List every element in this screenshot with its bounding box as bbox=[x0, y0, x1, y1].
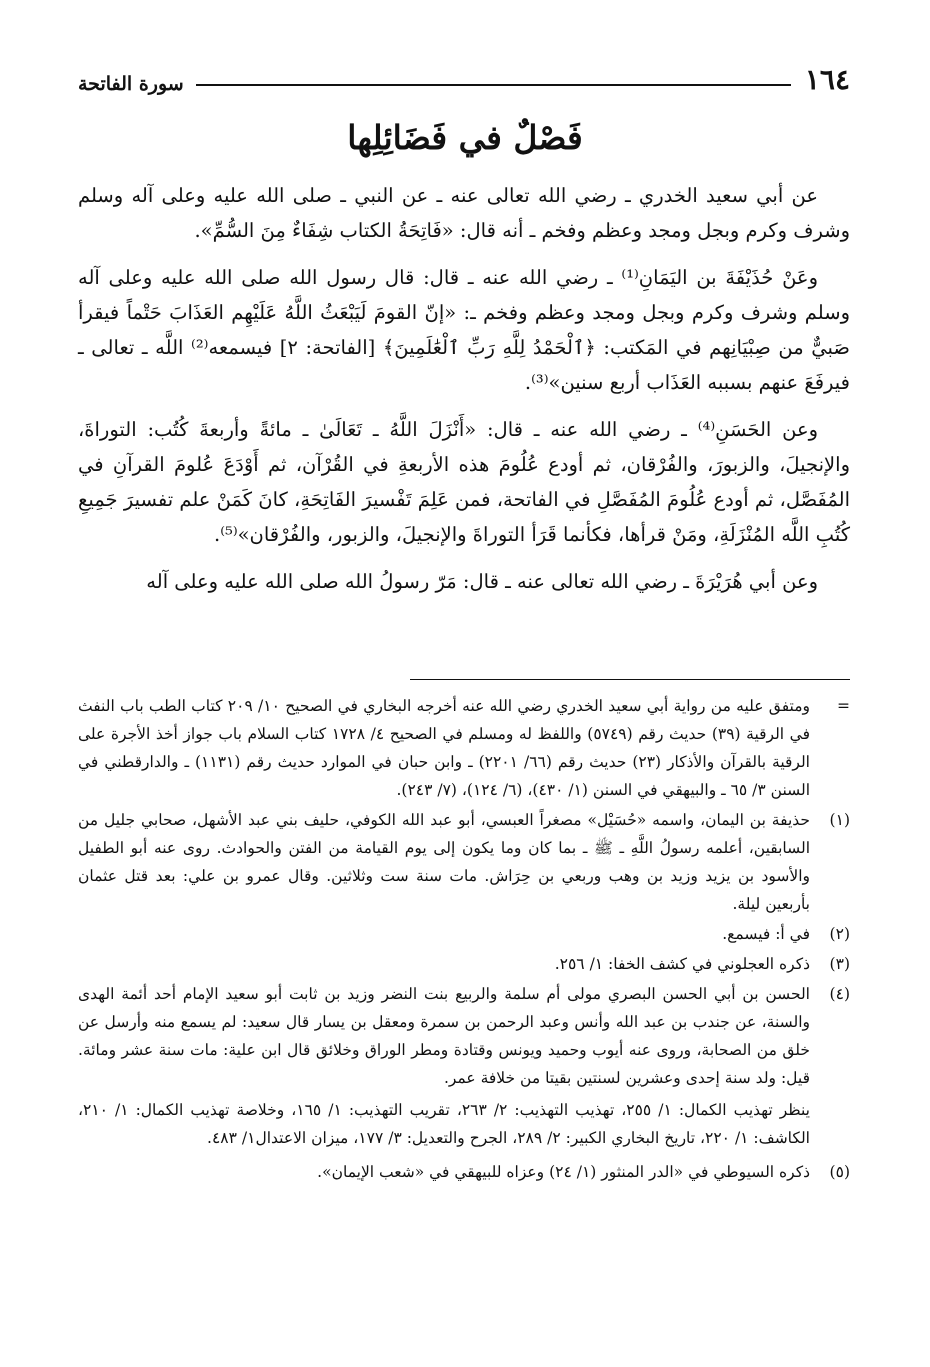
paragraph: عن أبي سعيد الخدري ـ رضي الله تعالى عنه ـ عن النبي ـ صلى الله عليه وعلى آله وسلم وشرف وكرم وبجل ومجد وعظم وفخم ـ أنه قال: «فَاتِحَةُ الكتاب شِفَاءٌ مِنَ السُّمِّ». bbox=[78, 184, 850, 242]
paragraph: وعن الحَسَنِ⁽⁴⁾ ـ رضي الله عنه ـ قال: «أَنْزَلَ اللَّهُ ـ تَعَالَىٰ ـ مائةً وأربعةَ كُتُب: التوراةَ، والإنجيلَ، والزبورَ، والفُرْقان، ثم أودع عُلُومَ هذه الأربعةِ في القُرْآن، ثم أَوْدَعَ عُلومَ القرآنِ في المُفَصَّل، ثم أودع عُلُومَ المُفَصَّلِ في الفاتحة، فمن عَلِمَ تَفْسيرَ الفَاتِحَةِ، كانَ كَمَنْ علم تفسيرَ جَمِيعِ كُتُبِ اللَّه المُنْزَلَةِ، ومَنْ قرأها، فكأنما قَرَأ التوراةَ والإنجيلَ، والزبور، والفُرْقان»⁽⁵⁾. bbox=[78, 418, 850, 546]
footnote-text: ذكره العجلوني في كشف الخفا: ١/ ٢٥٦. bbox=[554, 955, 810, 973]
footnote bbox=[78, 692, 850, 804]
footnote-number: (٥) bbox=[829, 1163, 850, 1181]
footnote bbox=[78, 950, 850, 978]
footnote-text: ومتفق عليه من رواية أبي سعيد الخدري رضي الله عنه أخرجه البخاري في الصحيح ١٠/ ٢٠٩ كتاب الطب باب النفث في الرقية (٣٩) حديث رقم (٥٧٤٩) واللفظ له ومسلم في الصحيح ٤/ ١٧٢٨ كتاب السلام باب جواز أخذ الأجرة على الرقية بالقرآن والأذكار (٢٣) حديث رقم (٦٦/ ٢٢٠١) ـ وابن حبان في الموارد حديث رقم (١١٣١) ـ والدارقطني في السنن ٣/ ٦٥ ـ والبيهقي في السنن (١/ ٤٣٠)، (٦/ ١٢٤)، (٧/ ٢٤٣). bbox=[78, 697, 811, 799]
footnote-number: (٣) bbox=[829, 955, 850, 973]
footnote-references: ينظر تهذيب الكمال: ١/ ٢٥٥، تهذيب التهذيب: ٢/ ٢٦٣، تقريب التهذيب: ١/ ١٦٥، وخلاصة تهذيب الكمال: ١/ ٢١٠، الكاشف: ١/ ٢٢٠، تاريخ البخاري الكبير: ٢/ ٢٨٩، الجرح والتعديل: ٣/ ١٧٧، ميزان الاعتدال١/ ٤٨٣. bbox=[78, 1101, 810, 1147]
paragraph: وعَنْ حُذَيْفَةَ بن اليَمَانِ⁽¹⁾ ـ رضي الله عنه ـ قال: قال رسول الله صلى الله عليه وعلى آله وسلم وشرف وكرم وبجل ومجد وعظم وفخم ـ: «إنّ القومَ لَيَبْعَثُ اللَّهُ عَلَيْهِم العَذَابَ حَتْماً فيقرأ صَبيٌّ من صِبْيَانِهم في المَكتب: ﴿ٱلْحَمْدُ لِلَّهِ رَبِّ ٱلْعَٰلَمِينَ﴾ [الفاتحة: ٢] فيسمعه⁽²⁾ اللَّه ـ تعالى ـ فيرفَعَ عنهم بسببه العَذَاب أربع سنين»⁽³⁾. bbox=[78, 266, 850, 394]
paragraph: وعن أبي هُرَيْرَةَ ـ رضي الله تعالى عنه ـ قال: مَرّ رسولُ الله صلى الله عليه وعلى آله bbox=[146, 570, 818, 593]
footnote-text: ذكره السيوطي في «الدر المنثور (١/ ٢٤) وعزاه للبيهقي في «شعب الإيمان». bbox=[317, 1163, 810, 1181]
footnotes bbox=[78, 692, 850, 1188]
footnote-number: (٢) bbox=[829, 925, 850, 943]
footnote-text: حذيفة بن اليمان، واسمه «حُسَيْل» مصغراً العبسي، أبو عبد الله الكوفي، حليف بني عبد الأشهل، صحابي جليل من السابقين، أعلمه رسولُ اللَّهِ ـ ﷺ ـ بما كان وما يكون إلى يوم القيامة من الفتن والحوادث. روى عنه أبو الطفيل والأسود بن يزيد وزيد بن وهب وربعي بن حِرَاش. مات سنة ست وثلاثين. وقال عمرو بن علي: بعد قتل عثمان بأربعين ليلة. bbox=[78, 811, 810, 913]
header-rule bbox=[196, 84, 791, 86]
section-title: فَصْلٌ في فَضَائِلِها bbox=[347, 118, 583, 157]
footnote bbox=[78, 1158, 850, 1186]
footnote-body: الحسن بن أبي الحسن البصري مولى أم سلمة والربيع بنت النضر وزيد بن ثابت أبو سعيد الإمام أحد أئمة الهدى والسنة، عن جندب بن عبد الله وأنس وعبد الرحمن بن سمرة ومعقل بن يسار قال سعيد: لم يسمع منه وأرسل عن خلق من الصحابة، وروى عنه أيوب وحميد ويونس وقتادة ومطر الوراق وخلائق قال ابن علية: مات سنة عشر ومائة. قيل: ولد سنة إحدى وعشرين لسنتين بقيتا من خلافة عمر. bbox=[78, 985, 810, 1087]
running-title: سورة الفاتحة bbox=[78, 73, 184, 95]
footnote-text: في أ: فيسمع. bbox=[722, 925, 810, 943]
footnote-number: (١) bbox=[829, 811, 850, 829]
page-header bbox=[78, 44, 850, 94]
footnote-text bbox=[78, 980, 810, 1156]
footnote-number: (٤) bbox=[829, 985, 850, 1003]
footnote bbox=[78, 980, 850, 1156]
footnote-number: = bbox=[837, 697, 850, 715]
footnote bbox=[78, 920, 850, 948]
page-number: ١٦٤ bbox=[804, 63, 850, 96]
body-text bbox=[78, 178, 850, 611]
footnote bbox=[78, 806, 850, 918]
footnote-rule bbox=[410, 679, 850, 680]
